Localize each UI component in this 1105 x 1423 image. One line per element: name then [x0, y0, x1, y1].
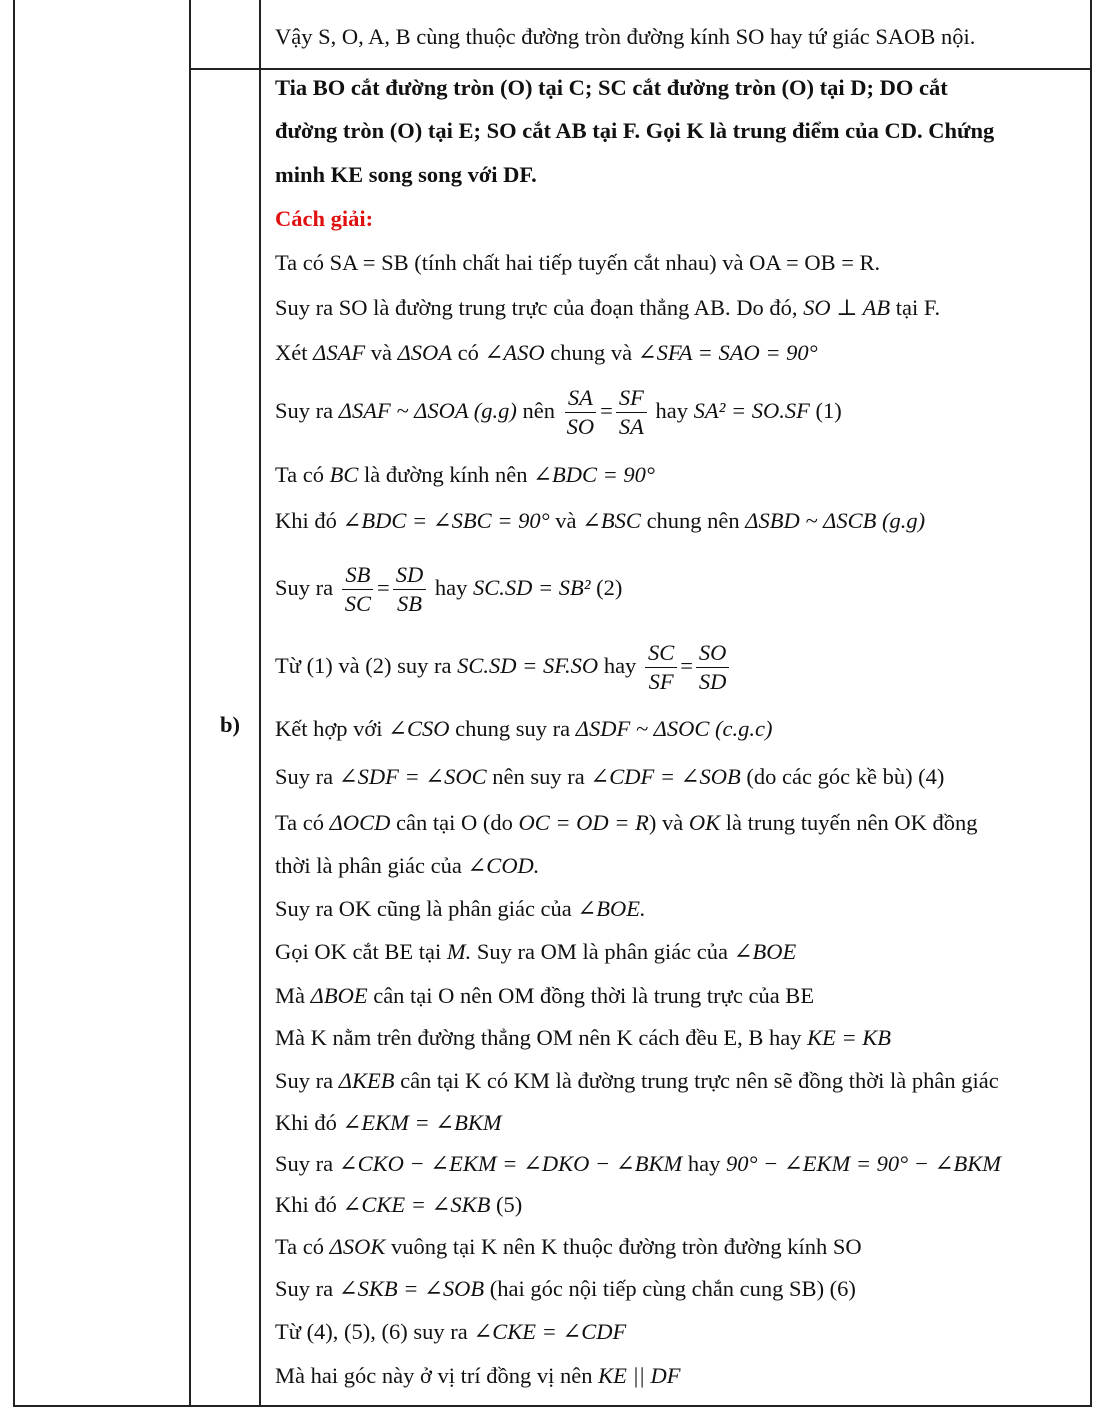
solution-line-5 — [275, 460, 655, 490]
fraction — [342, 561, 374, 618]
math: ∠BOE — [733, 939, 797, 964]
math: ∠BDC = ∠SBC = 90° — [342, 508, 550, 533]
solution-line-2 — [275, 293, 940, 323]
numerator: SA — [565, 384, 596, 413]
math: ΔSBD ~ ΔSCB (g.g) — [745, 508, 926, 533]
math: ∠CKE = ∠CDF — [473, 1319, 627, 1344]
text: Mà hai góc này ở vị trí đồng vị nên — [275, 1363, 593, 1388]
text: chung và — [550, 340, 633, 365]
text: Suy ra — [275, 398, 334, 423]
text: ) và — [648, 810, 684, 835]
solution-line-18 — [275, 1108, 502, 1138]
text: Suy ra — [275, 1151, 334, 1176]
solution-line-8 — [275, 635, 732, 697]
text: Suy ra — [275, 575, 334, 600]
solution-line-3 — [275, 338, 818, 368]
solution-line-23 — [275, 1317, 626, 1347]
solution-line-4 — [275, 380, 842, 442]
text: Kết hợp với — [275, 716, 383, 741]
numerator: SO — [696, 639, 730, 668]
math: KE || DF — [598, 1363, 681, 1388]
denominator: SB — [396, 591, 422, 617]
answer-table — [13, 0, 1092, 1407]
text: Ta có — [275, 462, 325, 487]
solution-line-15 — [275, 981, 814, 1011]
text: Suy ra — [275, 1276, 334, 1301]
math: ∠COD. — [467, 853, 540, 878]
row-separator — [189, 68, 1092, 70]
table-divider-1 — [189, 0, 191, 1407]
top-line: Vậy S, O, A, B cùng thuộc đường tròn đường kính SO hay tứ giác SAOB nội. — [275, 24, 976, 49]
fraction — [696, 639, 730, 696]
fraction — [564, 384, 598, 441]
text: Ta có — [275, 810, 325, 835]
text: Suy ra — [275, 1068, 334, 1093]
solution-line-7 — [275, 557, 622, 619]
text: Khi đó — [275, 1110, 337, 1135]
math: M. — [446, 939, 472, 964]
numerator: SC — [645, 639, 677, 668]
math: BC — [329, 462, 359, 487]
solution-line-17 — [275, 1066, 999, 1096]
text: cân tại O (do — [396, 810, 513, 835]
math: SC.SD = SB² — [472, 575, 591, 600]
math: ∠CSO — [388, 716, 450, 741]
solution-line-19 — [275, 1149, 1001, 1179]
text: thời là phân giác của — [275, 853, 462, 878]
equals: = — [680, 653, 693, 678]
math: KE = KB — [807, 1025, 892, 1050]
solution-line-1 — [275, 248, 880, 278]
math: ∠BDC = 90° — [533, 462, 655, 487]
problem-line-3: minh KE song song với DF. — [275, 162, 537, 187]
math: SC.SD = SF.SO — [457, 653, 599, 678]
math: ∠EKM = ∠BKM — [342, 1110, 502, 1135]
math: ΔKEB — [338, 1068, 395, 1093]
math: SO ⊥ AB — [803, 295, 891, 320]
solution-line-12 — [275, 851, 539, 881]
solution-line-11 — [275, 808, 978, 838]
numerator: SF — [616, 384, 647, 413]
fraction — [616, 384, 647, 441]
table-border-bottom — [13, 1405, 1092, 1407]
math: ∠SFA = SAO = 90° — [637, 340, 818, 365]
text: Suy ra — [275, 764, 334, 789]
math: ΔSOA — [397, 340, 453, 365]
solution-line-24 — [275, 1361, 680, 1391]
text: Từ (1) và (2) suy ra — [275, 653, 452, 678]
problem-line-2: đường tròn (O) tại E; SO cắt AB tại F. Gọi K là trung điểm của CD. Chứng — [275, 118, 995, 143]
denominator: SA — [618, 414, 644, 440]
text: Gọi OK cắt BE tại — [275, 939, 442, 964]
equals: = — [377, 575, 390, 600]
text: chung suy ra — [455, 716, 571, 741]
math: ΔSOK — [329, 1234, 386, 1259]
text: Khi đó — [275, 508, 337, 533]
text: Xét — [275, 340, 308, 365]
problem-line-1: Tia BO cắt đường tròn (O) tại C; SC cắt đường tròn (O) tại D; DO cắt — [275, 75, 948, 100]
table-divider-2 — [259, 0, 261, 1407]
text: Suy ra SO là đường trung trực của đoạn thẳng AB. Do đó, — [275, 295, 798, 320]
math: OK — [688, 810, 721, 835]
text: Mà — [275, 983, 305, 1008]
solution-line-21 — [275, 1232, 862, 1262]
text: Mà K nằm trên đường thẳng OM nên K cách đều E, B hay — [275, 1025, 802, 1050]
math: ΔSDF ~ ΔSOC (c.g.c) — [575, 716, 773, 741]
text: và — [370, 340, 392, 365]
solution-line-9 — [275, 714, 772, 744]
math: ∠CKE = ∠SKB — [342, 1192, 491, 1217]
text: và — [555, 508, 577, 533]
text: (5) — [496, 1192, 523, 1217]
text: có — [457, 340, 479, 365]
math: 90° − ∠EKM = 90° − ∠BKM — [725, 1151, 1001, 1176]
solution-line-16 — [275, 1023, 891, 1053]
math: ∠SDF = ∠SOC — [338, 764, 487, 789]
math: SA² = SO.SF — [693, 398, 810, 423]
math: ΔSAF ~ ΔSOA (g.g) — [338, 398, 517, 423]
equals: = — [600, 398, 613, 423]
solution-line-20 — [275, 1190, 522, 1220]
math: OC = OD = R — [518, 810, 649, 835]
table-border-left — [13, 0, 15, 1407]
text: hay — [687, 1151, 721, 1176]
text: Ta có — [275, 1234, 325, 1259]
solution-heading: Cách giải: — [275, 206, 374, 231]
text: cân tại O nên OM đồng thời là trung trực của BE — [373, 983, 815, 1008]
text: Suy ra OM là phân giác của — [476, 939, 729, 964]
text: nên — [522, 398, 556, 423]
math: ∠CKO − ∠EKM = ∠DKO − ∠BKM — [338, 1151, 683, 1176]
denominator: SC — [344, 591, 372, 617]
text: (2) — [596, 575, 623, 600]
part-label: b) — [220, 712, 241, 737]
math: ∠SKB = ∠SOB — [338, 1276, 485, 1301]
text: (do các góc kề bù) (4) — [746, 764, 945, 789]
solution-line-10 — [275, 762, 944, 792]
text: Khi đó — [275, 1192, 337, 1217]
text: tại F. — [895, 295, 941, 320]
denominator: SD — [698, 669, 727, 695]
numerator: SB — [342, 561, 373, 590]
solution-line-13 — [275, 894, 646, 924]
text: hay — [603, 653, 637, 678]
math: ∠BOE. — [577, 896, 646, 921]
solution-line-22 — [275, 1274, 856, 1304]
table-border-right — [1090, 0, 1092, 1407]
math: ∠CDF = ∠SOB — [590, 764, 741, 789]
text: nên suy ra — [492, 764, 585, 789]
fraction — [393, 561, 427, 618]
numerator: SD — [393, 561, 427, 590]
math: ∠ASO — [484, 340, 545, 365]
text: Suy ra OK cũng là phân giác của — [275, 896, 572, 921]
math: ∠BSC — [582, 508, 641, 533]
math: ΔOCD — [329, 810, 391, 835]
text: cân tại K có KM là đường trung trực nên sẽ đồng thời là phân giác — [400, 1068, 999, 1093]
denominator: SO — [566, 414, 595, 440]
text: chung nên — [646, 508, 740, 533]
text: là đường kính nên — [364, 462, 528, 487]
solution-line-6 — [275, 506, 925, 536]
math: ΔSAF — [313, 340, 366, 365]
text: (hai góc nội tiếp cùng chắn cung SB) (6) — [489, 1276, 856, 1301]
text: Ta có SA = SB (tính chất hai tiếp tuyến cắt nhau) và OA = OB = R. — [275, 250, 881, 275]
text: vuông tại K nên K thuộc đường tròn đường kính SO — [391, 1234, 862, 1259]
fraction — [645, 639, 677, 696]
denominator: SF — [648, 669, 674, 695]
math: ΔBOE — [310, 983, 368, 1008]
solution-line-14 — [275, 937, 796, 967]
text: là trung tuyến nên OK đồng — [725, 810, 978, 835]
text: (1) — [815, 398, 842, 423]
text: Từ (4), (5), (6) suy ra — [275, 1319, 468, 1344]
text: hay — [434, 575, 468, 600]
text: hay — [655, 398, 688, 423]
